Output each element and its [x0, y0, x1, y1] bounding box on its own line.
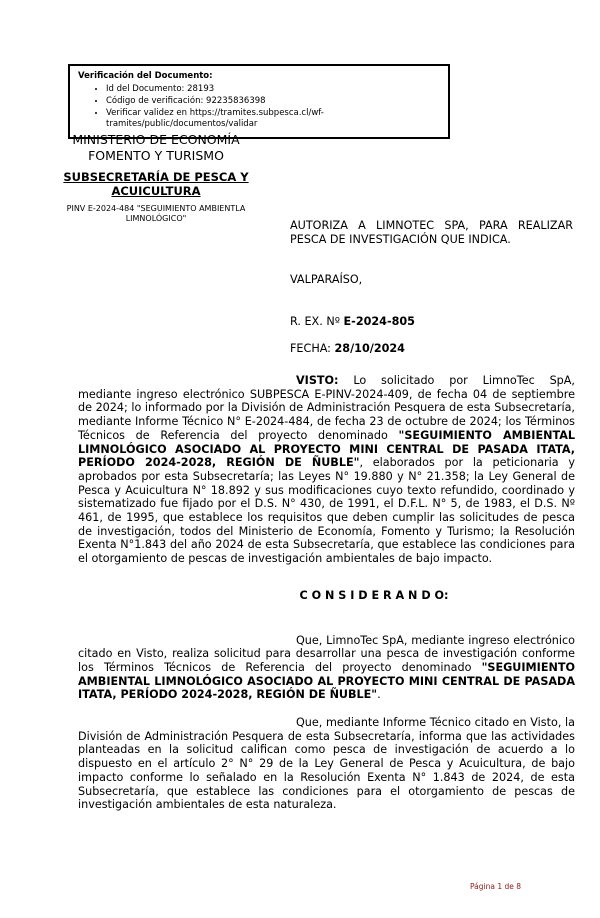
considerando1-text-post: . [377, 688, 381, 702]
visto-label: VISTO: [296, 374, 339, 387]
considerando-paragraph-1 [78, 634, 575, 703]
ministry-line1: MINISTERIO DE ECONOMÍA [72, 132, 240, 147]
resolution-number-line [290, 315, 573, 329]
letterhead [36, 132, 276, 224]
considerando1-project-title: "SEGUIMIENTO AMBIENTAL LIMNOLÓGICO ASOCIADO AL PROYECTO MINI CENTRAL DE PASADA ITATA, PERÍODO 2024-2028, REGIÓN DE ÑUBLE" [78, 660, 575, 702]
verification-item-document-id: • Id del Documento: 28193 [106, 84, 440, 95]
visto-paragraph [78, 374, 575, 566]
visto-text-pre: Lo solicitado por LimnoTec SpA, mediante ingreso electrónico SUBPESCA E-PINV-2024-409, de fecha 04 de septiembre de 2024; lo informado por la División de Administración Pesquera de esta Subsecretaría, mediante Informe Técnico N° E-2024-484, de fecha 23 de octubre de 2024; los Términos Técnicos de Referencia del proyecto denominado [78, 374, 575, 442]
resolution-body [78, 374, 575, 823]
ministry-line2: FOMENTO Y TURISMO [88, 147, 224, 163]
verification-list [78, 84, 440, 130]
resolution-header [290, 219, 573, 356]
verification-item-url: • Verificar validez en https://tramites.subpesca.cl/wf-tramites/public/documentos/validar [106, 108, 440, 130]
date-label: FECHA: [290, 342, 335, 356]
considerando-paragraph-2: Que, mediante Informe Técnico citado en Visto, la División de Administración Pesquera de esta Subsecretaría, informa que las actividades planteadas en la solicitud califican como pesca de investigación de acuerdo a lo dispuesto en el artículo 2° N° 29 de la Ley General de Pesca y Acuicultura, de bajo impacto conforme lo señalado en la Resolución Exenta N° 1.843 de 2024, de esta Subsecretaría, que establece las condiciones para el otorgamiento de pescas de investigación ambientales de esta naturaleza. [78, 716, 575, 812]
date-line [290, 342, 573, 356]
visto-project-title: "SEGUIMIENTO AMBIENTAL LIMNOLÓGICO ASOCIADO AL PROYECTO MINI CENTRAL DE PASADA ITATA, PERÍODO 2024-2028, REGIÓN DE ÑUBLE" [78, 428, 575, 470]
considerando1-text-pre: Que, LimnoTec SpA, mediante ingreso electrónico citado en Visto, realiza solicitud para desarrollar una pesca de investigación conforme los Términos Técnicos de Referencia del proyecto denominado [78, 633, 575, 674]
verification-box [68, 64, 450, 139]
resolution-subject: AUTORIZA A LIMNOTEC SPA, PARA REALIZAR PESCA DE INVESTIGACIÓN QUE INDICA. [290, 219, 573, 246]
subsecretaria-name: SUBSECRETARÍA DE PESCA Y ACUICULTURA [63, 170, 249, 198]
city-line: VALPARAÍSO, [290, 272, 363, 286]
verification-title: Verificación del Documento: [78, 71, 213, 81]
considerando-heading: C O N S I D E R A N D O: [299, 588, 449, 602]
project-reference: PINV E-2024-484 "SEGUIMIENTO AMBIENTLA LIMNOLÓGICO" [66, 204, 246, 223]
resolution-number-value: E-2024-805 [343, 315, 415, 329]
ministry-name [36, 132, 276, 163]
resolution-number-label: R. EX. Nº [290, 315, 344, 329]
verification-item-code: • Código de verificación: 92235836398 [106, 96, 440, 107]
date-value: 28/10/2024 [334, 342, 405, 356]
visto-text-post: , elaborados por la peticionaria y aprobados por esta Subsecretaría; las Leyes N° 19.880 y N° 21.358; la Ley General de Pesca y Acuicultura N° 18.892 y sus modificaciones cuyo texto refundido, coordinado y sistematizado fue fijado por el D.S. N° 430, de 1991, el D.F.L. N° 5, de 1983, el D.S. Nº 461, de 1995, que establece los requisitos que deben cumplir las solicitudes de pesca de investigación, todos del Ministerio de Economía, Fomento y Turismo; la Resolución Exenta N°1.843 del año 2024 de esta Subsecretaría, que establece las condiciones para el otorgamiento de pescas de investigación ambientales de bajo impacto. [78, 456, 575, 566]
page-number-indicator: Página 1 de 8 [470, 882, 522, 891]
